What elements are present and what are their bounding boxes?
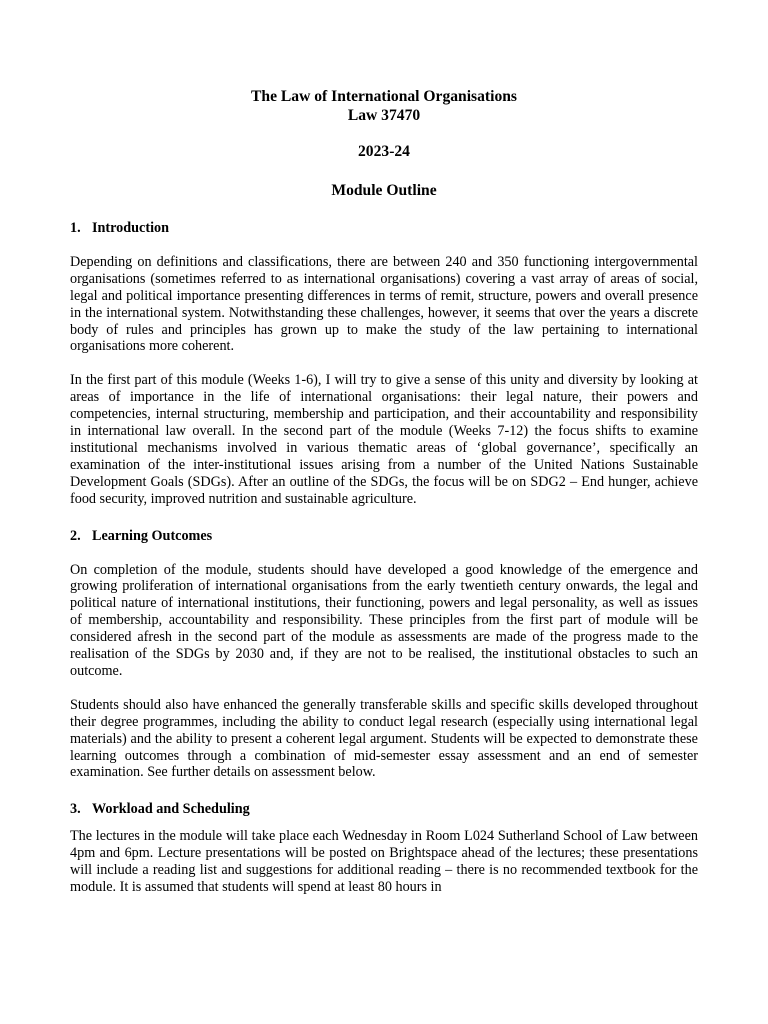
- section-title: Workload and Scheduling: [92, 801, 250, 818]
- paragraph: Students should also have enhanced the generally transferable skills and specific skills developed throughout their degree programmes, including the ability to conduct legal research (especially using international legal materials) and the ability to present a coherent legal argument. Students will be expected to demonstrate these learning outcomes through a combination of mid-semester essay assessment and an end of semester examination. See further details on assessment below.: [70, 696, 698, 781]
- section-heading-workload: [70, 801, 698, 818]
- paragraph: In the first part of this module (Weeks 1-6), I will try to give a sense of this unity and diversity by looking at areas of importance in the life of international organisations: their legal nature, their powers and competencies, internal structuring, membership and participation, and their accountability and responsibility in international law overall. In the second part of the module (Weeks 7-12) the focus shifts to examine institutional mechanisms involved in various thematic areas of ‘global governance’, specifically an examination of the inter-institutional issues arising from a number of the United Nations Sustainable Development Goals (SDGs). After an outline of the SDGs, the focus will be on SDG2 – End hunger, achieve food security, improved nutrition and sustainable agriculture.: [70, 372, 698, 507]
- section-title: Introduction: [92, 220, 169, 236]
- document-page: [70, 88, 698, 896]
- section-number: 1.: [70, 220, 81, 236]
- document-subtitle: Module Outline: [331, 181, 437, 199]
- academic-year: 2023-24: [358, 143, 410, 160]
- section-heading-introduction: [70, 220, 698, 237]
- title-block: [70, 88, 698, 200]
- section-number: 2.: [70, 527, 81, 544]
- section-title: Learning Outcomes: [92, 527, 213, 544]
- paragraph: Depending on definitions and classifications, there are between 240 and 350 functioning intergovernmental organisations (sometimes referred to as international organisations) covering a vast array of areas of social, legal and political importance presenting differences in terms of remit, structure, powers and overall presence in the international system. Notwithstanding these challenges, however, it seems that over the years a discrete body of rules and principles has grown up to make the study of the law pertaining to international organisations more coherent.: [70, 253, 698, 355]
- document-title: The Law of International Organisations: [251, 88, 517, 105]
- paragraph: On completion of the module, students should have developed a good knowledge of the emergence and growing proliferation of international organisations from the early twentieth century onwards, the legal and political nature of international institutions, their functioning, powers and legal personality, as well as issues of membership, accountability and responsibility. These principles from the first part of module will be considered afresh in the second part of the module as assessments are made of the progress made to the realisation of the SDGs by 2030 and, if they are not to be realised, the institutional obstacles to such an outcome.: [70, 561, 698, 679]
- section-number: 3.: [70, 801, 81, 818]
- section-heading-learning-outcomes: [70, 528, 698, 545]
- module-code: Law 37470: [347, 106, 421, 124]
- paragraph: The lectures in the module will take place each Wednesday in Room L024 Sutherland School of Law between 4pm and 6pm. Lecture presentations will be posted on Brightspace ahead of the lectures; these presentations will include a reading list and suggestions for additional reading – there is no recommended textbook for the module. It is assumed that students will spend at least 80 hours in: [70, 828, 698, 895]
